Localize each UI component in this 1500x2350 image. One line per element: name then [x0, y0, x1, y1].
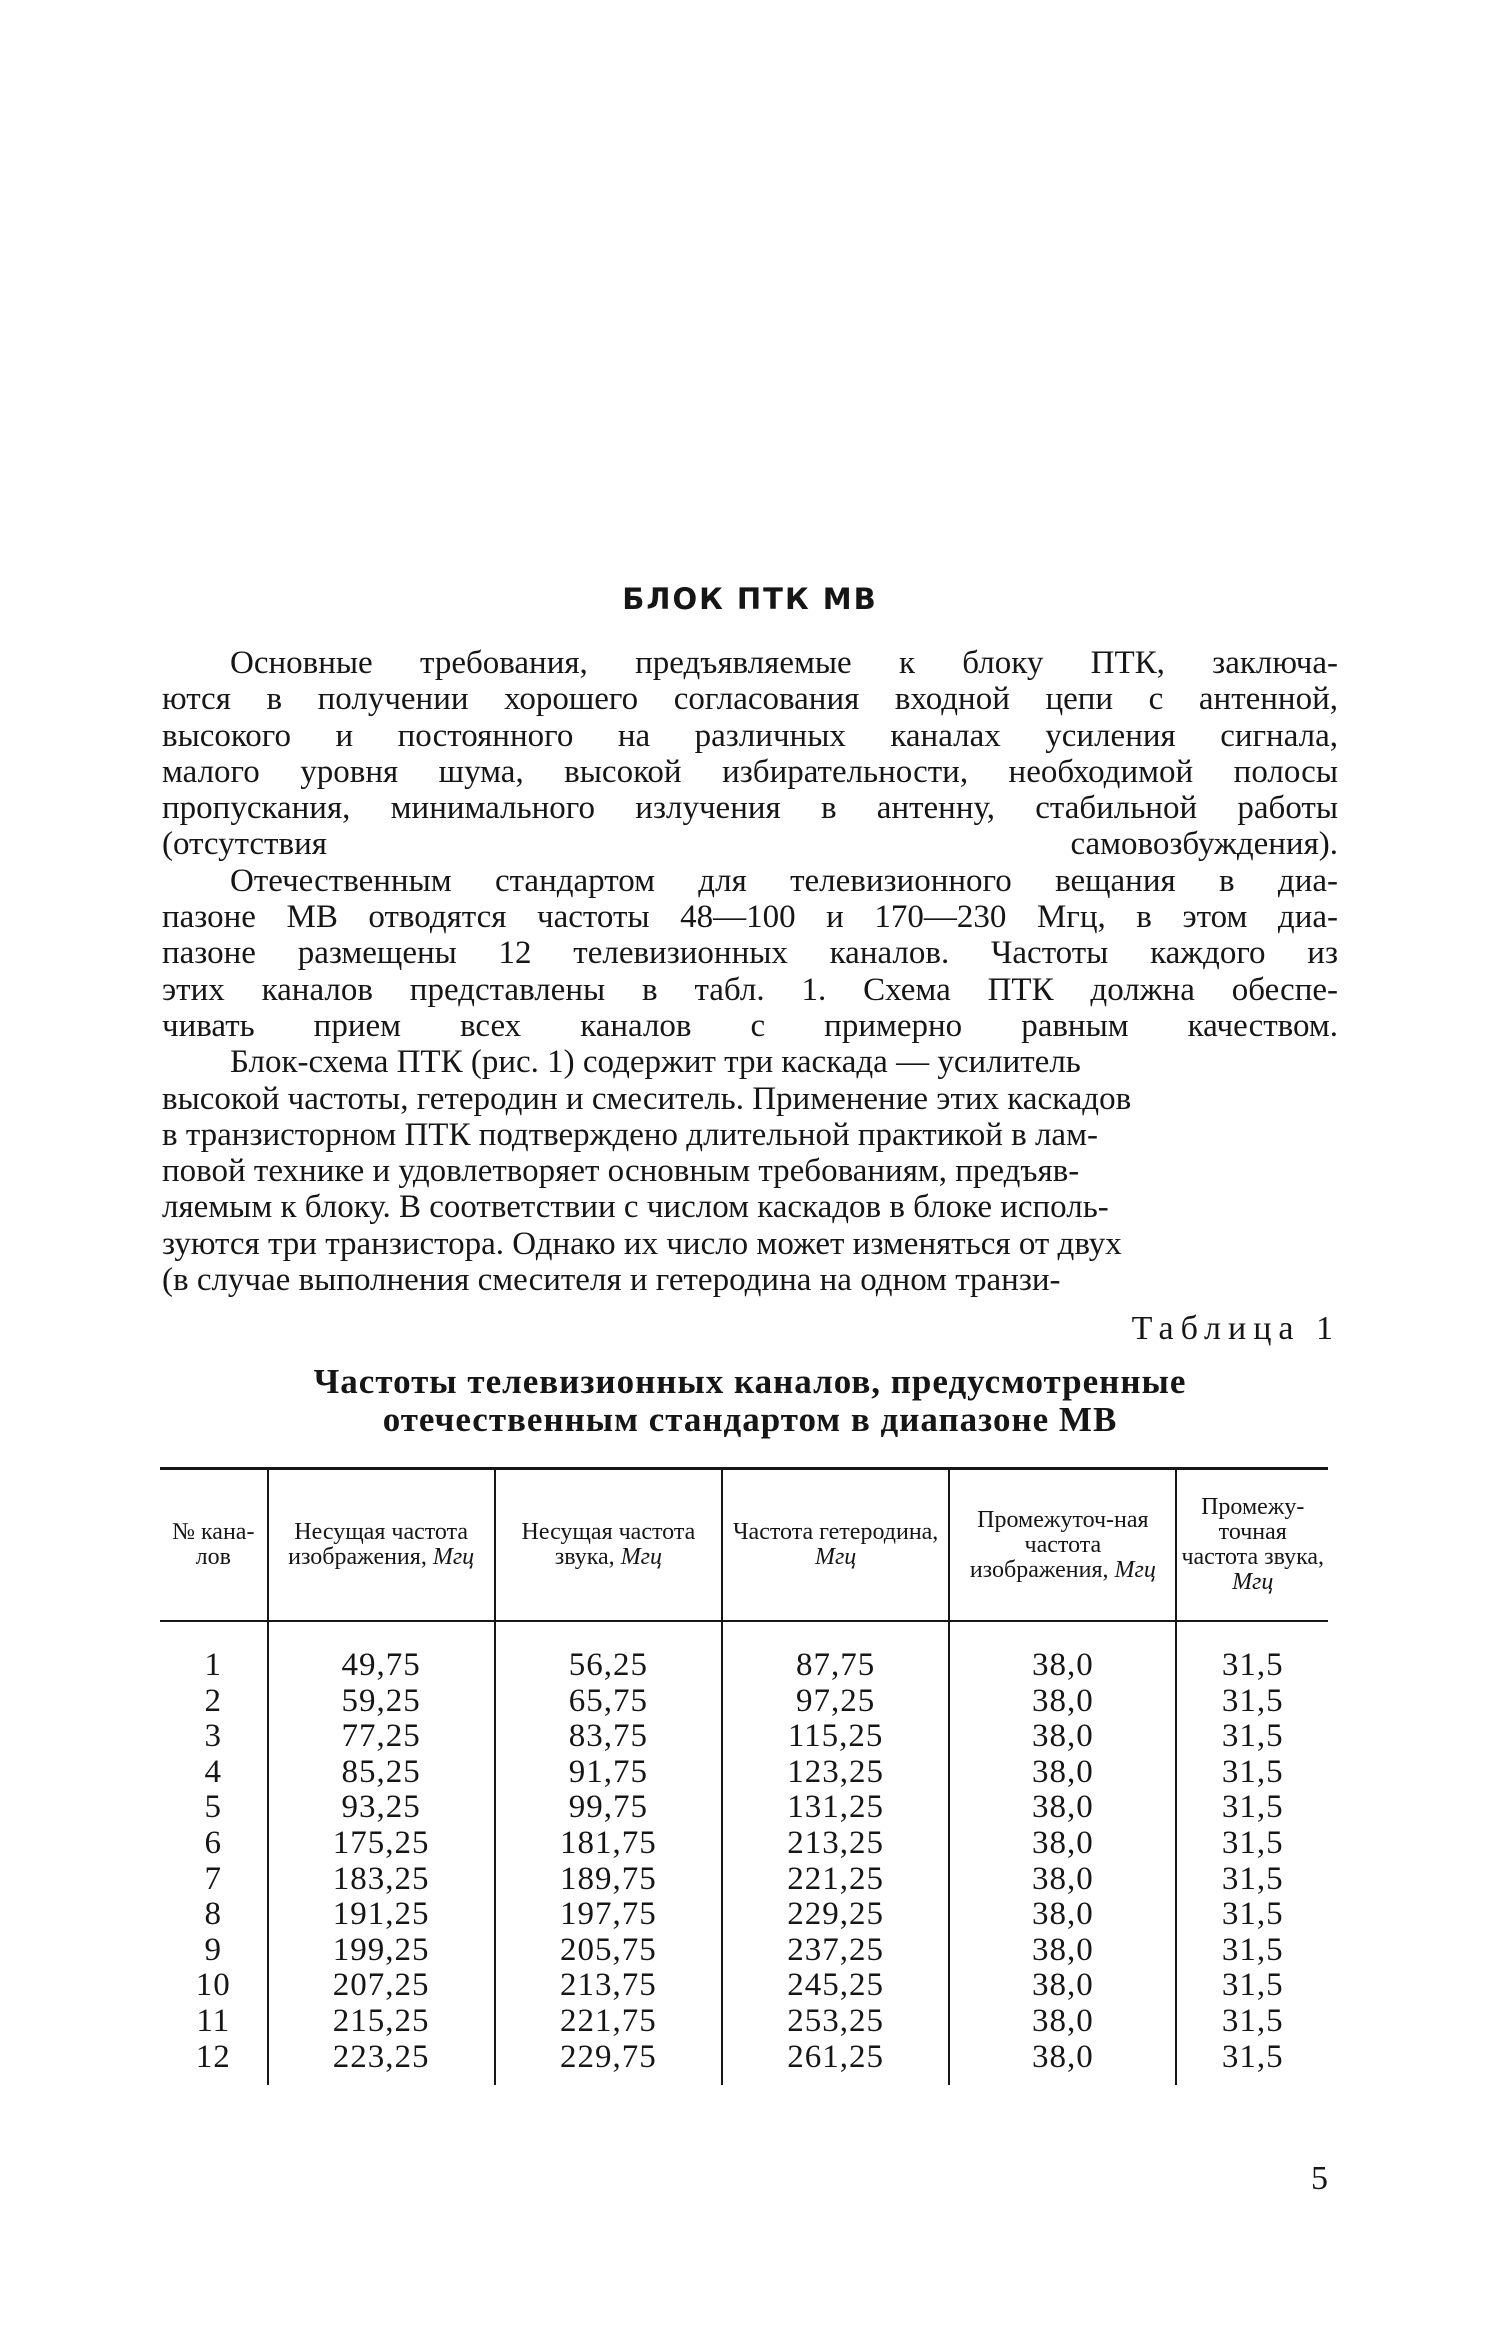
frequency-cell: 221,75 [495, 2004, 722, 2040]
frequency-table [160, 1467, 1328, 2085]
frequency-cell: 87,75 [722, 1648, 949, 1684]
frequency-cell: 99,75 [495, 1790, 722, 1826]
frequency-cell: 213,25 [722, 1826, 949, 1862]
text-line: ляемым к блоку. В соответствии с числом каскадов в блоке исполь- [162, 1189, 1109, 1226]
paragraph-1 [162, 645, 1338, 863]
table-spacer-row [160, 1621, 1328, 1648]
frequency-cell: 191,25 [268, 1897, 495, 1933]
table-title-line-2: отечественным стандартом в диапазоне МВ [382, 1400, 1118, 1439]
spacer-cell [495, 2075, 722, 2085]
table-row [160, 1897, 1328, 1933]
frequency-cell: 207,25 [268, 1968, 495, 2004]
text-line: пазоне размещены 12 телевизионных каналов. Частоты каждого из [162, 935, 1338, 972]
frequency-cell: 31,5 [1176, 1790, 1328, 1826]
spacer-cell [160, 1621, 268, 1648]
table-row [160, 2040, 1328, 2076]
frequency-cell: 85,25 [268, 1755, 495, 1791]
text-line: ются в получении хорошего согласования входной цепи с антенной, [162, 681, 1338, 718]
frequency-cell: 38,0 [949, 1862, 1176, 1898]
text-line: повой технике и удовлетворяет основным требованиям, предъяв- [162, 1153, 1080, 1190]
text-line: Отечественным стандартом для телевизионного вещания в диа- [230, 862, 1338, 899]
channel-number-cell: 5 [204, 1789, 223, 1826]
frequency-cell: 38,0 [949, 1968, 1176, 2004]
column-header [949, 1469, 1176, 1622]
spacer-cell [268, 2075, 495, 2085]
frequency-cell: 237,25 [722, 1933, 949, 1969]
frequency-cell: 229,75 [495, 2040, 722, 2076]
frequency-cell: 38,0 [949, 1684, 1176, 1720]
column-header [268, 1469, 495, 1622]
frequency-cell: 65,75 [495, 1684, 722, 1720]
spacer-cell [1176, 2075, 1328, 2085]
spacer-cell [495, 1621, 722, 1648]
table-row [160, 1648, 1328, 1684]
frequency-cell: 31,5 [1176, 2004, 1328, 2040]
frequency-cell: 77,25 [268, 1719, 495, 1755]
frequency-cell: 223,25 [268, 2040, 495, 2076]
text-line: в транзисторном ПТК подтверждено длительной практикой в лам- [162, 1116, 1098, 1153]
text-line: пазоне МВ отводятся частоты 48—100 и 170—230 Мгц, в этом диа- [162, 899, 1338, 936]
frequency-cell: 213,75 [495, 1968, 722, 2004]
column-header [160, 1469, 268, 1622]
frequency-cell: 229,25 [722, 1897, 949, 1933]
frequency-cell: 31,5 [1176, 1684, 1328, 1720]
text-line: этих каналов представлены в табл. 1. Схема ПТК должна обеспе- [162, 971, 1338, 1008]
frequency-cell: 183,25 [268, 1862, 495, 1898]
frequency-cell: 205,75 [495, 1933, 722, 1969]
text-line: (в случае выполнения смесителя и гетеродина на одном транзи- [162, 1262, 1061, 1299]
column-header-label: Частота гетеродина, [732, 1519, 939, 1545]
frequency-cell: 189,75 [495, 1862, 722, 1898]
table-row [160, 1933, 1328, 1969]
frequency-cell: 31,5 [1176, 1933, 1328, 1969]
spacer-cell [949, 2075, 1176, 2085]
column-header [495, 1469, 722, 1622]
frequency-cell: 221,25 [722, 1862, 949, 1898]
frequency-cell: 123,25 [722, 1755, 949, 1791]
frequency-cell: 199,25 [268, 1933, 495, 1969]
table-row [160, 2004, 1328, 2040]
frequency-cell: 91,75 [495, 1755, 722, 1791]
frequency-cell: 38,0 [949, 1826, 1176, 1862]
channel-number-cell: 3 [204, 1718, 223, 1755]
frequency-cell: 31,5 [1176, 1648, 1328, 1684]
frequency-cell: 115,25 [722, 1719, 949, 1755]
text-line: Основные требования, предъявляемые к блоку ПТК, заключа- [230, 645, 1338, 681]
table-row [160, 1968, 1328, 2004]
channel-number-cell: 1 [204, 1647, 223, 1683]
frequency-cell: 38,0 [949, 1790, 1176, 1826]
column-header-label: № кана-лов [172, 1519, 255, 1570]
channel-number-cell: 8 [204, 1896, 223, 1933]
table-title [0, 1363, 1500, 1439]
table-row [160, 1755, 1328, 1791]
text-line: малого уровня шума, высокой избирательности, необходимой полосы [162, 753, 1338, 790]
frequency-cell: 49,75 [268, 1648, 495, 1684]
table-row [160, 1826, 1328, 1862]
frequency-cell: 31,5 [1176, 1897, 1328, 1933]
page-number: 5 [1311, 2160, 1328, 2197]
frequency-cell: 93,25 [268, 1790, 495, 1826]
frequency-cell: 131,25 [722, 1790, 949, 1826]
text-line: высокой частоты, гетеродин и смеситель. Применение этих каскадов [162, 1080, 1132, 1117]
column-header-unit: Мгц [1232, 1569, 1274, 1595]
column-header-unit: Мгц [814, 1544, 857, 1570]
table-spacer-row [160, 2075, 1328, 2085]
frequency-cell: 38,0 [949, 2004, 1176, 2040]
frequency-cell: 245,25 [722, 1968, 949, 2004]
table-caption: Таблица 1 [1131, 1310, 1340, 1347]
section-title: БЛОК ПТК МВ [622, 582, 878, 616]
table-header-row [160, 1469, 1328, 1622]
frequency-cell: 31,5 [1176, 1826, 1328, 1862]
frequency-cell: 59,25 [268, 1684, 495, 1720]
column-header-label: Несущая частота звука, [521, 1519, 696, 1570]
channel-number-cell: 9 [204, 1931, 223, 1968]
table-row [160, 1684, 1328, 1720]
frequency-cell: 38,0 [949, 1719, 1176, 1755]
column-header-label: Промежу-точная частота звука, [1181, 1494, 1325, 1570]
paragraph-2 [162, 863, 1338, 1044]
frequency-cell: 97,25 [722, 1684, 949, 1720]
channel-number-cell: 7 [204, 1860, 223, 1897]
frequency-cell: 31,5 [1176, 1755, 1328, 1791]
table-body [160, 1621, 1328, 2085]
frequency-cell: 31,5 [1176, 2040, 1328, 2076]
column-header-unit: Мгц [1114, 1556, 1156, 1583]
table-title-line-1: Частоты телевизионных каналов, предусмотренные [313, 1362, 1187, 1401]
frequency-cell: 261,25 [722, 2040, 949, 2076]
frequency-cell: 31,5 [1176, 1968, 1328, 2004]
frequency-cell: 31,5 [1176, 1719, 1328, 1755]
frequency-cell: 197,75 [495, 1897, 722, 1933]
paragraph-3 [162, 1044, 1338, 1298]
spacer-cell [722, 1621, 949, 1648]
column-header [722, 1469, 949, 1622]
spacer-cell [1176, 1621, 1328, 1648]
channel-number-cell: 4 [204, 1753, 223, 1790]
frequency-cell: 38,0 [949, 1648, 1176, 1684]
table-row [160, 1719, 1328, 1755]
frequency-cell: 56,25 [495, 1648, 722, 1684]
channel-number-cell: 12 [195, 2038, 231, 2075]
spacer-cell [268, 1621, 495, 1648]
frequency-cell: 175,25 [268, 1826, 495, 1862]
column-header-unit: Мгц [432, 1544, 475, 1570]
frequency-cell: 31,5 [1176, 1862, 1328, 1898]
column-header-label: Несущая частота изображения, [288, 1519, 469, 1570]
spacer-cell [160, 2075, 268, 2085]
text-line: зуются три транзистора. Однако их число может изменяться от двух [162, 1225, 1122, 1262]
frequency-cell: 253,25 [722, 2004, 949, 2040]
table-row [160, 1790, 1328, 1826]
spacer-cell [949, 1621, 1176, 1648]
channel-number-cell: 11 [196, 2002, 231, 2039]
frequency-cell: 38,0 [949, 1897, 1176, 1933]
body-text [162, 645, 1338, 1298]
frequency-cell: 38,0 [949, 1933, 1176, 1969]
frequency-cell: 38,0 [949, 1755, 1176, 1791]
frequency-cell: 38,0 [949, 2040, 1176, 2076]
text-line: чивать прием всех каналов с примерно равным качеством. [162, 1007, 1338, 1044]
column-header-unit: Мгц [620, 1544, 663, 1570]
channel-number-cell: 6 [204, 1824, 223, 1861]
spacer-cell [722, 2075, 949, 2085]
frequency-cell: 181,75 [495, 1826, 722, 1862]
text-line: Блок-схема ПТК (рис. 1) содержит три каскада — усилитель [230, 1044, 1081, 1081]
column-header [1176, 1469, 1328, 1622]
channel-number-cell: 10 [195, 1967, 231, 2004]
text-line: высокого и постоянного на различных каналах усиления сигнала, [162, 717, 1338, 754]
channel-number-cell: 2 [204, 1682, 223, 1719]
frequency-cell: 83,75 [495, 1719, 722, 1755]
frequency-cell: 215,25 [268, 2004, 495, 2040]
text-line: (отсутствия самовозбуждения). [162, 826, 1338, 863]
table-row [160, 1862, 1328, 1898]
column-header-label: Промежуточ-ная частота изображения, [969, 1506, 1149, 1583]
text-line: пропускания, минимального излучения в антенну, стабильной работы [162, 790, 1338, 827]
